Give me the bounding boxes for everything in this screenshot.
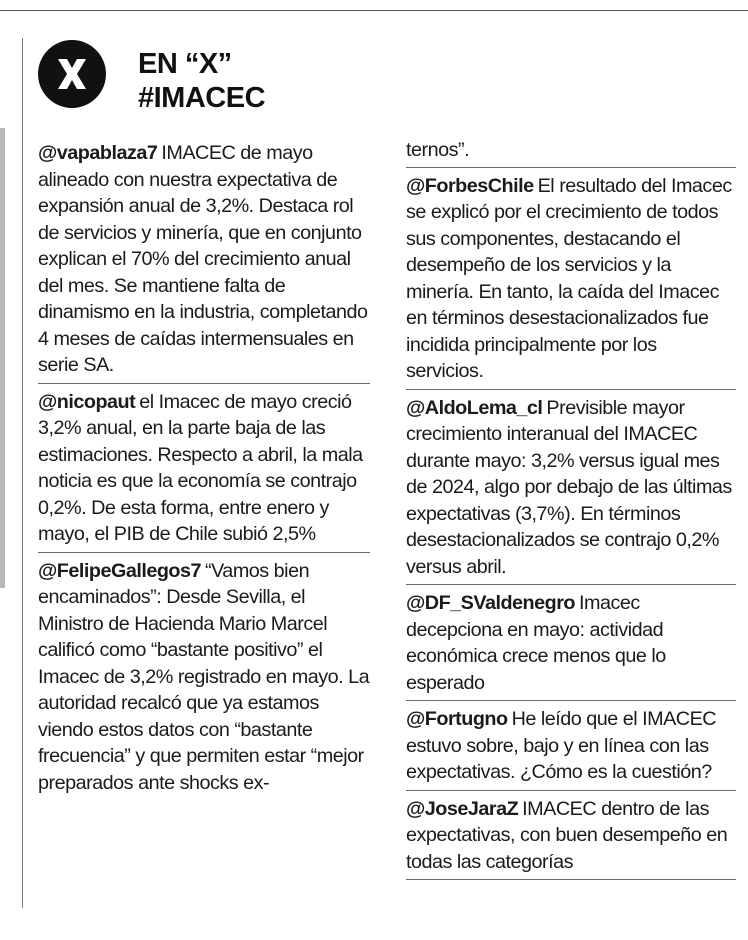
tweet-text: IMACEC de mayo alineado con nuestra expectativa de expansión anual de 3,2%. Destaca rol de servicios y minería, que en conjunto explican el 70% del crecimiento anual del mes. Se mantiene falta de dinamismo en la industria, completando 4 meses de caídas intermensuales en serie SA. bbox=[38, 142, 368, 376]
tweet-text: “Vamos bien encaminados”: Desde Sevilla, el Ministro de Hacienda Mario Marcel calificó como “bastante positivo” el Imacec de 3,2% registrado en mayo. La autoridad recalcó que ya estamos viendo estos datos con “bastante frecuencia” y que permiten estar “mejor preparados ante shocks ex- bbox=[38, 559, 370, 794]
tweet-text: He leído que el IMACEC estuvo sobre, bajo y en línea con las expectativas. ¿Cómo es la cuestión? bbox=[406, 708, 717, 783]
tweet-entry bbox=[406, 706, 736, 791]
x-letter-glyph bbox=[54, 56, 90, 92]
tweet-text: IMACEC dentro de las expectativas, con buen desempeño en todas las categorías bbox=[406, 797, 728, 873]
right-column bbox=[406, 137, 736, 885]
tweet-entry bbox=[38, 140, 370, 384]
tweet-handle: @AldoLema_cl bbox=[406, 396, 543, 419]
tweet-handle: @Fortugno bbox=[406, 708, 508, 730]
tweet-entry bbox=[406, 395, 736, 586]
tweet-text: el Imacec de mayo creció 3,2% anual, en la parte baja de las estimaciones. Respecto a abril, la mala noticia es que la economía se contrajo 0,2%. De esta forma, entre enero y mayo, el PIB de Chile subió 2,5% bbox=[38, 390, 363, 545]
section-title-line2: #IMACEC bbox=[138, 82, 266, 114]
tweet-text: Previsible mayor crecimiento interanual del IMACEC durante mayo: 3,2% versus igual mes de 2024, algo por debajo de las últimas expectativas (3,7%). En términos desestacionalizados se contrajo 0,2% versus abril. bbox=[406, 396, 732, 578]
tweet-handle: @vapablaza7 bbox=[38, 142, 158, 164]
left-column bbox=[38, 140, 370, 805]
x-logo-icon bbox=[38, 40, 106, 108]
tweet-handle: @ForbesChile bbox=[406, 174, 534, 197]
section-title-line1: EN “X” bbox=[138, 48, 232, 80]
tweet-entry bbox=[406, 173, 736, 390]
tweet-text: Imacec decepciona en mayo: actividad económica crece menos que lo esperado bbox=[406, 592, 666, 694]
tweet-entry bbox=[38, 389, 370, 553]
tweet-text: El resultado del Imacec se explicó por el crecimiento de todos sus componentes, destacando el desempeño de los servicios y la minería. En tanto, la caída del Imacec en términos desestacionalizados fue incidida principalmente por los servicios. bbox=[406, 174, 732, 382]
tweet-handle: @JoseJaraZ bbox=[406, 797, 519, 820]
top-rule bbox=[0, 10, 748, 11]
column-divider bbox=[22, 38, 23, 908]
tweet-handle: @nicopaut bbox=[38, 390, 136, 413]
adjacent-column-edge bbox=[0, 128, 5, 588]
tweet-continuation: ternos”. bbox=[406, 137, 736, 168]
tweet-entry bbox=[406, 796, 736, 881]
tweet-entry bbox=[406, 590, 736, 701]
tweet-handle: @DF_SValdenegro bbox=[406, 592, 575, 614]
tweet-entry bbox=[38, 558, 370, 801]
tweet-handle: @FelipeGallegos7 bbox=[38, 559, 201, 582]
